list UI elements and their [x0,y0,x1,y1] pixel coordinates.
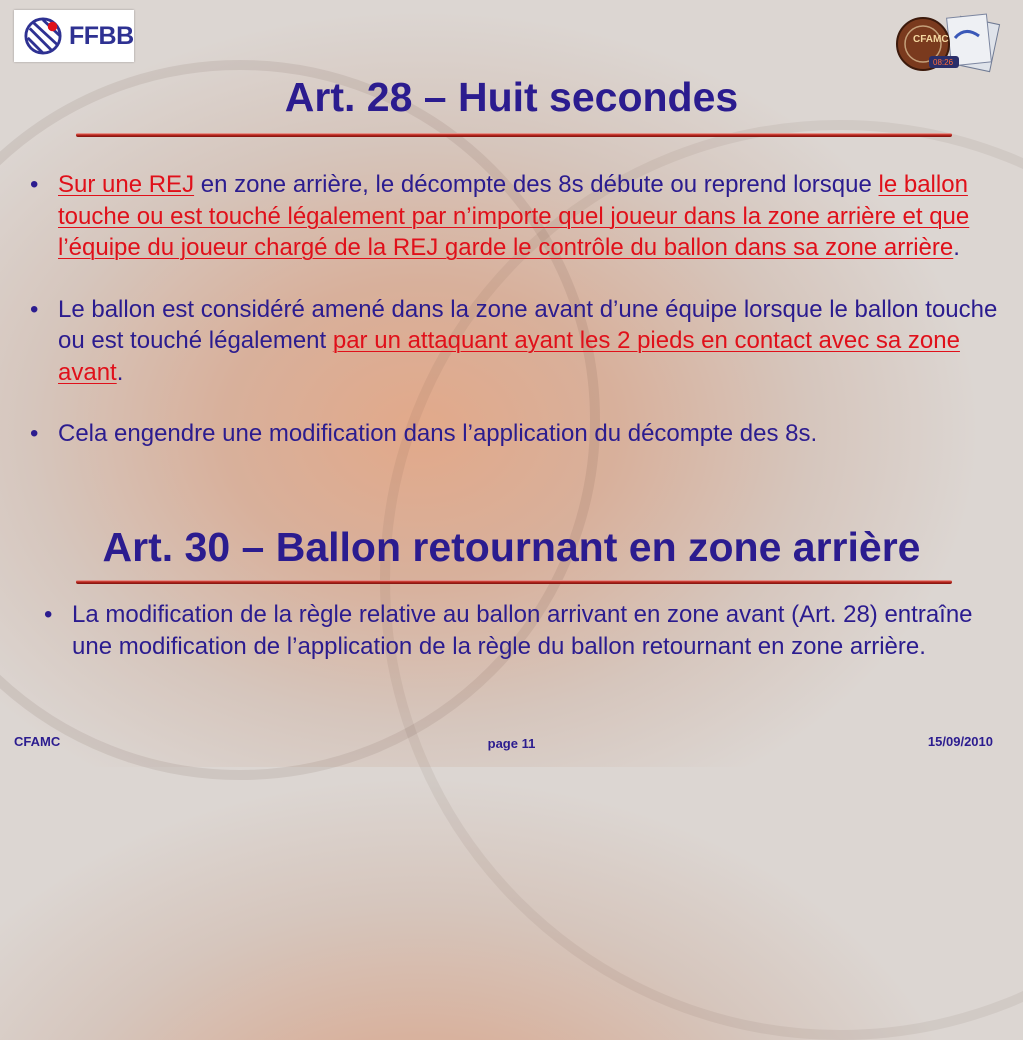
bullet-item [30,294,1010,389]
ffbb-logo [14,10,134,62]
bullet-text: Le ballon est considéré amené dans la zone avant d’une équipe lorsque le ballon touche ou est touché légalement [58,295,998,354]
section-1-bullets [30,169,1010,450]
highlight-text: le ballon touche ou est touché légalement par n’importe quel joueur dans la zone arrière et que l’équipe du joueur chargé de la REJ garde le contrôle du ballon dans sa zone arrière [58,171,970,261]
page-number: page 11 [487,736,536,751]
bullet-item [30,418,1010,450]
bullet-dot: • [30,420,39,447]
badge-time: 08:26 [933,58,954,67]
bullet-dot: • [44,601,53,628]
bullet-dot: • [30,171,39,198]
bullet-text: . [953,234,960,261]
bullet-item [44,599,984,662]
logo-text: FFBB [69,22,134,50]
highlight-text: Sur une REJ [58,171,195,198]
bullet-dot: • [30,295,39,323]
badge-text: CFAMC [913,34,949,45]
section-1-title: Art. 28 – Huit secondes [284,74,739,120]
bullet-text: La modification de la règle relative au ballon arrivant en zone avant (Art. 28) entraîne une modification de l’application de la règle du ballon retournant en zone arrière. [72,601,973,660]
bullet-text: . [116,358,124,386]
highlight-text: par un attaquant ayant les 2 pieds en contact avec sa zone avant [58,327,960,386]
footer-date: 15/09/2010 [927,734,993,749]
bullet-text: Cela engendre une modification dans l’application du décompte des 8s. [58,420,818,447]
section-2-bullets [44,599,984,662]
section-2-title: Art. 30 – Ballon retournant en zone arrière [102,524,921,570]
bullet-item [30,169,1010,264]
title-divider [76,133,952,137]
bullet-text: en zone arrière, le décompte des 8s débute ou reprend lorsque [194,171,879,198]
footer-organization: CFAMC [14,734,61,749]
title-divider [76,580,952,584]
basketball-logo-icon [24,17,62,55]
